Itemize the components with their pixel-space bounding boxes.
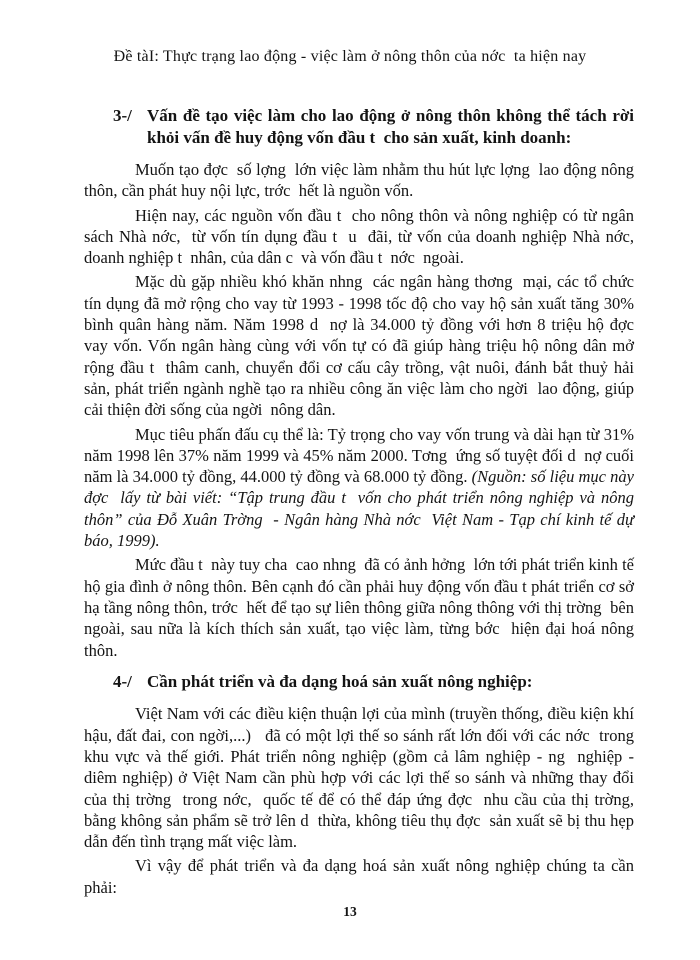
section-4-number: 4-/ <box>113 671 132 691</box>
section-3-title: Vấn đề tạo việc làm cho lao động ở nông thôn không thể tách rời khỏi vấn đề huy động vốn đầu t cho sản xuất, kinh doanh: <box>147 106 639 147</box>
paragraph-vietnam-advantages: Việt Nam với các điều kiện thuận lợi của mình (truyền thống, điều kiện khí hậu, đất đai, con ngời,...) đã có một lợi thế so sánh rất lớn đối với các nớc trong khu vực và thế giới. Phát triển nông nghiệp (gồm cả lâm nghiệp - ng nghiệp - diêm nghiệp) ở Việt Nam cần phù hợp với các lợi thế so sánh và những thay đổi của thị trờng trong nớc, quốc tế để có thể đáp ứng đợc nhu cầu của thị trờng, bằng không sản phẩm sẽ trở lên d thừa, không tiêu thụ đợc sản xuất sẽ bị thu hẹp dẫn đến tình trạng mất việc làm. <box>84 704 643 852</box>
page-header-title: Đề tàI: Thực trạng lao động - việc làm ở nông thôn của nớc ta hiện nay <box>113 48 587 65</box>
paragraph-bank-lending: Mặc dù gặp nhiều khó khăn nhng các ngân hàng thơng mại, các tổ chức tín dụng đã mở rộng cho vay từ 1993 - 1998 tốc độ cho vay hộ sản xuất tăng 30% bình quân hàng năm. Năm 1998 d nợ là 34.000 tỷ đồng với hơn 8 triệu hộ đợc vay vốn. Vốn ngân hàng cùng với vốn tự có đã giúp hàng triệu hộ nông dân mở rộng đầu t thâm canh, chuyển đổi cơ cấu cây trồng, vật nuôi, đánh bắt thuỷ hải sản, phát triển ngành nghề tạo ra nhiều công ăn việc làm cho ngời lao động, giúp cải thiện đời sống của ngời nông dân. <box>84 272 643 420</box>
section-4-title: Cần phát triển và đa dạng hoá sản xuất nông nghiệp: <box>147 671 533 691</box>
section-3-number: 3-/ <box>113 106 132 125</box>
document-body <box>84 89 643 898</box>
page-number: 13 <box>343 904 357 919</box>
paragraph-lending-targets-text: Mục tiêu phấn đấu cụ thể là: Tỷ trọng cho vay vốn trung và dài hạn từ 31% năm 1998 lên 37% năm 1999 và 45% năm 2000. Tơng ứng số tuyệt đối d nợ cuối năm là 34.000 tỷ đồng, 44.000 tỷ đồng và 68.000 tỷ đồng. <box>84 424 639 487</box>
paragraph-lending-targets <box>84 424 639 552</box>
paragraph-source-citation: (Nguồn: số liệu mục này đợc lấy từ bài viết: “Tập trung đầu t vốn cho phát triển nông nghiệp và nông thôn” của Đỗ Xuân Trờng - Ngân hàng Nhà nớc Việt Nam - Tạp chí kinh tế dự báo, 1999). <box>84 467 639 551</box>
paragraph-funding-intro: Muốn tạo đợc số lợng lớn việc làm nhằm thu hút lực lợng lao động nông thôn, cần phát huy nội lực, trớc hết là nguồn vốn. <box>84 160 639 201</box>
section-heading-3 <box>84 105 639 148</box>
section-heading-4 <box>84 671 634 693</box>
paragraph-investment-impact: Mức đầu t này tuy cha cao nhng đã có ảnh hởng lớn tới phát triển kinh tế hộ gia đình ở nông thôn. Bên cạnh đó cần phải huy động vốn đầu t phát triển cơ sở hạ tầng nông thôn, trớc hết để tạo sự liên thông giữa nông thông với thị trờng bên ngoài, sau nữa là kích thích sản xuất, tạo việc làm, từng bớc hiện đại hoá nông thôn. <box>84 555 639 660</box>
paragraph-capital-sources: Hiện nay, các nguồn vốn đầu t cho nông thôn và nông nghiệp có từ ngân sách Nhà nớc, từ vốn tín dụng đầu t u đãi, từ vốn của doanh nghiệp Nhà nớc, doanh nghiệp t nhân, của dân c và vốn đầu t nớc ngoài. <box>84 205 643 268</box>
paragraph-diversification-lead-in: Vì vậy để phát triển và đa dạng hoá sản xuất nông nghiệp chúng ta cần phải: <box>84 856 639 897</box>
